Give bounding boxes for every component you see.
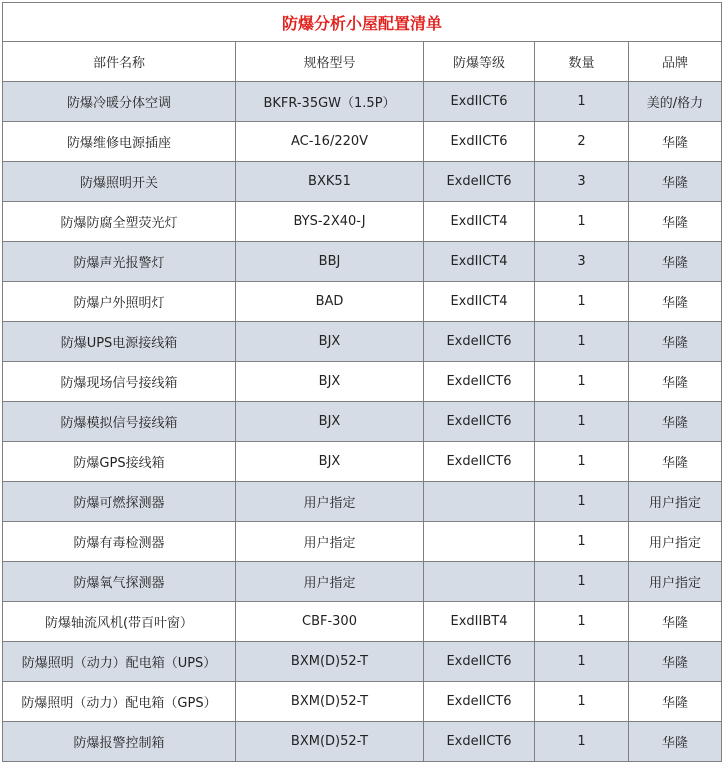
cell-brand: 美的/格力 (629, 82, 722, 122)
cell-quantity: 1 (535, 482, 629, 522)
cell-model: BXK51 (236, 162, 424, 202)
cell-explosion-grade: ExdeIICT6 (424, 322, 535, 362)
table-row (3, 442, 722, 482)
header-quantity: 数量 (535, 42, 629, 82)
table-row (3, 402, 722, 442)
table-row (3, 162, 722, 202)
cell-part-name: 防爆维修电源插座 (3, 122, 236, 162)
cell-brand: 华隆 (629, 282, 722, 322)
cell-model: BBJ (236, 242, 424, 282)
table-row (3, 282, 722, 322)
cell-model: BJX (236, 322, 424, 362)
cell-quantity: 1 (535, 322, 629, 362)
cell-quantity: 1 (535, 402, 629, 442)
cell-part-name: 防爆防腐全塑荧光灯 (3, 202, 236, 242)
cell-model: 用户指定 (236, 562, 424, 602)
header-model: 规格型号 (236, 42, 424, 82)
cell-quantity: 1 (535, 442, 629, 482)
cell-model: BJX (236, 442, 424, 482)
cell-explosion-grade: ExdeIICT6 (424, 642, 535, 682)
table-row (3, 242, 722, 282)
cell-quantity: 1 (535, 602, 629, 642)
cell-quantity: 1 (535, 522, 629, 562)
config-table (2, 2, 722, 762)
table-row (3, 562, 722, 602)
cell-quantity: 1 (535, 562, 629, 602)
table-row (3, 362, 722, 402)
cell-quantity: 1 (535, 282, 629, 322)
cell-explosion-grade (424, 482, 535, 522)
cell-part-name: 防爆UPS电源接线箱 (3, 322, 236, 362)
cell-model: BXM(D)52-T (236, 642, 424, 682)
cell-brand: 用户指定 (629, 522, 722, 562)
cell-quantity: 1 (535, 722, 629, 762)
cell-explosion-grade: ExdeIICT6 (424, 362, 535, 402)
cell-model: BAD (236, 282, 424, 322)
cell-brand: 华隆 (629, 202, 722, 242)
cell-brand: 华隆 (629, 162, 722, 202)
cell-explosion-grade: ExdIIBT4 (424, 602, 535, 642)
table-row (3, 602, 722, 642)
cell-explosion-grade: ExdeIICT6 (424, 722, 535, 762)
cell-part-name: 防爆GPS接线箱 (3, 442, 236, 482)
cell-explosion-grade (424, 522, 535, 562)
cell-model: BJX (236, 402, 424, 442)
table-title: 防爆分析小屋配置清单 (3, 3, 722, 42)
cell-part-name: 防爆现场信号接线箱 (3, 362, 236, 402)
table-row (3, 482, 722, 522)
cell-explosion-grade: ExdeIICT6 (424, 402, 535, 442)
cell-quantity: 1 (535, 682, 629, 722)
title-row (3, 3, 722, 42)
cell-part-name: 防爆有毒检测器 (3, 522, 236, 562)
cell-model: BJX (236, 362, 424, 402)
cell-quantity: 3 (535, 162, 629, 202)
cell-model: AC-16/220V (236, 122, 424, 162)
cell-model: BKFR-35GW（1.5P） (236, 82, 424, 122)
cell-brand: 华隆 (629, 322, 722, 362)
cell-explosion-grade (424, 562, 535, 602)
cell-part-name: 防爆户外照明灯 (3, 282, 236, 322)
header-explosion-grade: 防爆等级 (424, 42, 535, 82)
cell-model: 用户指定 (236, 522, 424, 562)
cell-explosion-grade: ExdIICT4 (424, 242, 535, 282)
cell-brand: 华隆 (629, 722, 722, 762)
cell-brand: 华隆 (629, 682, 722, 722)
cell-part-name: 防爆照明开关 (3, 162, 236, 202)
table-row (3, 522, 722, 562)
cell-explosion-grade: ExdeIICT6 (424, 162, 535, 202)
cell-brand: 用户指定 (629, 482, 722, 522)
header-row (3, 42, 722, 82)
cell-part-name: 防爆轴流风机(带百叶窗） (3, 602, 236, 642)
table-row (3, 82, 722, 122)
table-row (3, 322, 722, 362)
header-brand: 品牌 (629, 42, 722, 82)
cell-part-name: 防爆氧气探测器 (3, 562, 236, 602)
cell-explosion-grade: ExdIICT6 (424, 82, 535, 122)
cell-model: BYS-2X40-J (236, 202, 424, 242)
cell-quantity: 1 (535, 362, 629, 402)
cell-brand: 华隆 (629, 402, 722, 442)
cell-model: BXM(D)52-T (236, 682, 424, 722)
table-row (3, 202, 722, 242)
cell-brand: 华隆 (629, 122, 722, 162)
cell-model: CBF-300 (236, 602, 424, 642)
cell-brand: 华隆 (629, 642, 722, 682)
cell-quantity: 1 (535, 642, 629, 682)
cell-brand: 华隆 (629, 602, 722, 642)
cell-explosion-grade: ExdeIICT6 (424, 442, 535, 482)
cell-part-name: 防爆照明（动力）配电箱（GPS） (3, 682, 236, 722)
cell-quantity: 2 (535, 122, 629, 162)
cell-brand: 华隆 (629, 442, 722, 482)
cell-explosion-grade: ExdeIICT6 (424, 682, 535, 722)
cell-quantity: 1 (535, 202, 629, 242)
cell-part-name: 防爆可燃探测器 (3, 482, 236, 522)
cell-quantity: 1 (535, 82, 629, 122)
cell-model: BXM(D)52-T (236, 722, 424, 762)
cell-brand: 华隆 (629, 242, 722, 282)
table-row (3, 722, 722, 762)
table-row (3, 122, 722, 162)
cell-part-name: 防爆报警控制箱 (3, 722, 236, 762)
header-part-name: 部件名称 (3, 42, 236, 82)
table-row (3, 642, 722, 682)
cell-brand: 用户指定 (629, 562, 722, 602)
config-list-sheet (2, 2, 721, 762)
cell-explosion-grade: ExdIICT4 (424, 202, 535, 242)
cell-part-name: 防爆照明（动力）配电箱（UPS） (3, 642, 236, 682)
cell-part-name: 防爆声光报警灯 (3, 242, 236, 282)
cell-explosion-grade: ExdIICT4 (424, 282, 535, 322)
cell-part-name: 防爆冷暖分体空调 (3, 82, 236, 122)
table-row (3, 682, 722, 722)
cell-brand: 华隆 (629, 362, 722, 402)
cell-explosion-grade: ExdIICT6 (424, 122, 535, 162)
cell-model: 用户指定 (236, 482, 424, 522)
cell-quantity: 3 (535, 242, 629, 282)
cell-part-name: 防爆模拟信号接线箱 (3, 402, 236, 442)
